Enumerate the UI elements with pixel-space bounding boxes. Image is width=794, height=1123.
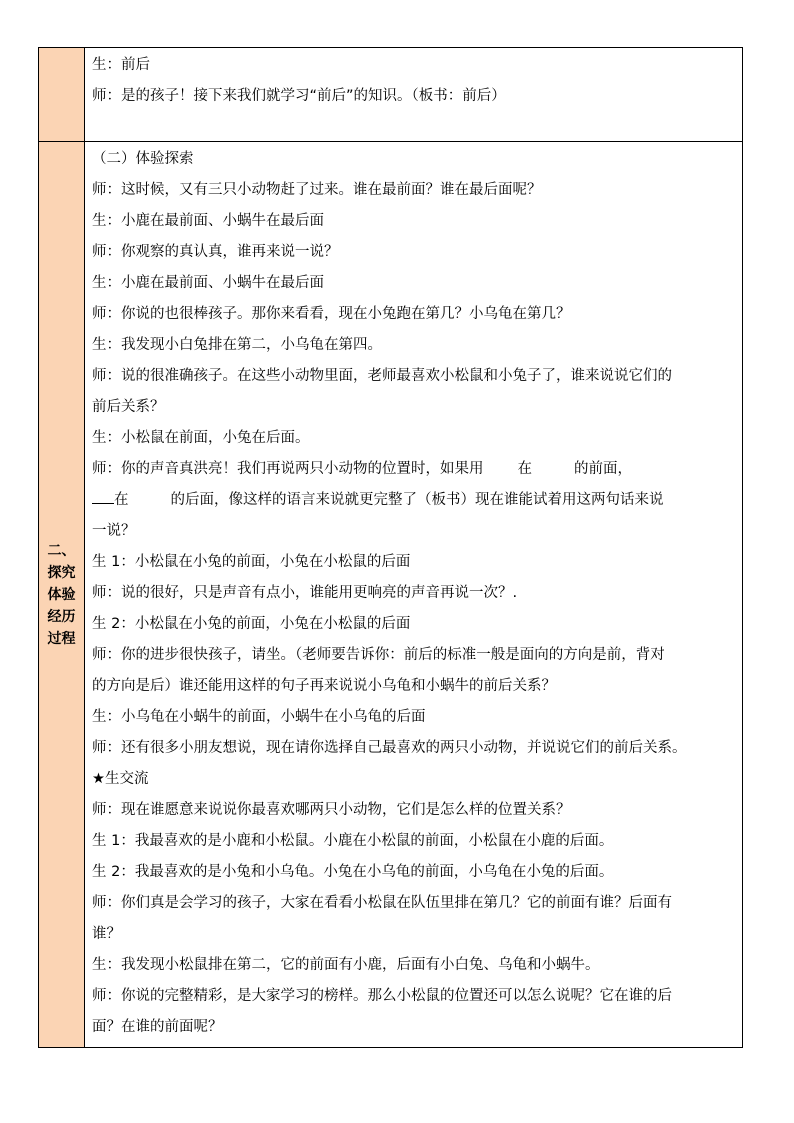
section-label-cell (39, 142, 85, 1048)
dialogue-line: 生：小鹿在最前面、小蜗牛在最后面 (92, 275, 324, 291)
section-label: 二、 探究 体验 经历 过程 (47, 542, 76, 647)
dialogue-line: 师：这时候，又有三只小动物赶了过来。谁在最前面？谁在最后面呢？ (92, 182, 542, 198)
dialogue-line: 师：现在谁愿意来说说你最喜欢哪两只小动物，它们是怎么样的位置关系？ (92, 802, 571, 818)
dialogue-line: 生 2：小松鼠在小兔的前面，小兔在小松鼠的后面 (92, 616, 411, 632)
dialogue-line: 前后关系？ (92, 399, 165, 415)
dialogue-line: 面？在谁的前面呢？ (92, 1019, 223, 1035)
dialogue-line: 师：还有很多小朋友想说，现在请你选择自己最喜欢的两只小动物，并说说它们的前后关系。 (92, 740, 687, 756)
content-cell (85, 142, 743, 1048)
dialogue-line: 生 1：小松鼠在小兔的前面，小兔在小松鼠的后面 (92, 554, 411, 570)
table-row (39, 48, 743, 142)
dialogue-line: 师：你观察的真认真，谁再来说一说？ (92, 244, 339, 260)
dialogue-line: 生：前后 (92, 57, 150, 73)
dialogue-line: 生 2：我最喜欢的是小兔和小乌龟。小兔在小乌龟的前面，小乌龟在小兔的后面。 (92, 864, 614, 880)
dialogue-line: 师：说的很准确孩子。在这些小动物里面，老师最喜欢小松鼠和小兔子了，谁来说说它们的 (92, 368, 672, 384)
blank-underline (92, 489, 114, 504)
dialogue-line: 生：我发现小松鼠排在第二，它的前面有小鹿，后面有小白兔、乌龟和小蜗牛。 (92, 957, 600, 973)
dialogue-line: 师：你说的也很棒孩子。那你来看看，现在小兔跑在第几？小乌龟在第几？ (92, 306, 571, 322)
content-cell (85, 48, 743, 142)
dialogue-line: 生 1：我最喜欢的是小鹿和小松鼠。小鹿在小松鼠的前面，小松鼠在小鹿的后面。 (92, 833, 614, 849)
dialogue-line: 生：小鹿在最前面、小蜗牛在最后面 (92, 213, 324, 229)
dialogue-line: 生：我发现小白兔排在第二，小乌龟在第四。 (92, 337, 382, 353)
section-heading: （二）体验探索 (92, 151, 194, 167)
table-row (39, 142, 743, 1048)
section-label-cell (39, 48, 85, 142)
dialogue-line: 生：小乌龟在小蜗牛的前面，小蜗牛在小乌龟的后面 (92, 709, 426, 725)
fill-in-line: 在 的后面，像这样的语言来说就更完整了（板书）现在谁能试着用这两句话来说 (92, 485, 736, 516)
fill-in-line: 师：你的声音真洪亮！我们再说两只小动物的位置时，如果用 在 的前面， (92, 461, 632, 477)
dialogue-line: 师：说的很好，只是声音有点小，谁能用更响亮的声音再说一次？. (92, 585, 518, 601)
dialogue-line: 师：你说的完整精彩，是大家学习的榜样。那么小松鼠的位置还可以怎么说呢？它在谁的后 (92, 988, 672, 1004)
dialogue-line: 师：你们真是会学习的孩子，大家在看看小松鼠在队伍里排在第几？它的前面有谁？后面有 (92, 895, 672, 911)
lesson-plan-table (38, 47, 743, 1048)
activity-heading: ★生交流 (92, 771, 149, 787)
dialogue-line: 师：你的进步很快孩子，请坐。（老师要告诉你：前后的标准一般是面向的方向是前，背对 (92, 647, 665, 663)
dialogue-line: 的方向是后）谁还能用这样的句子再来说说小乌龟和小蜗牛的前后关系？ (92, 678, 556, 694)
dialogue-line: 一说？ (92, 523, 136, 539)
dialogue-line: 生：小松鼠在前面，小兔在后面。 (92, 430, 310, 446)
dialogue-line: 师：是的孩子！接下来我们就学习“前后”的知识。（板书：前后） (92, 88, 506, 104)
dialogue-line: 谁？ (92, 926, 121, 942)
